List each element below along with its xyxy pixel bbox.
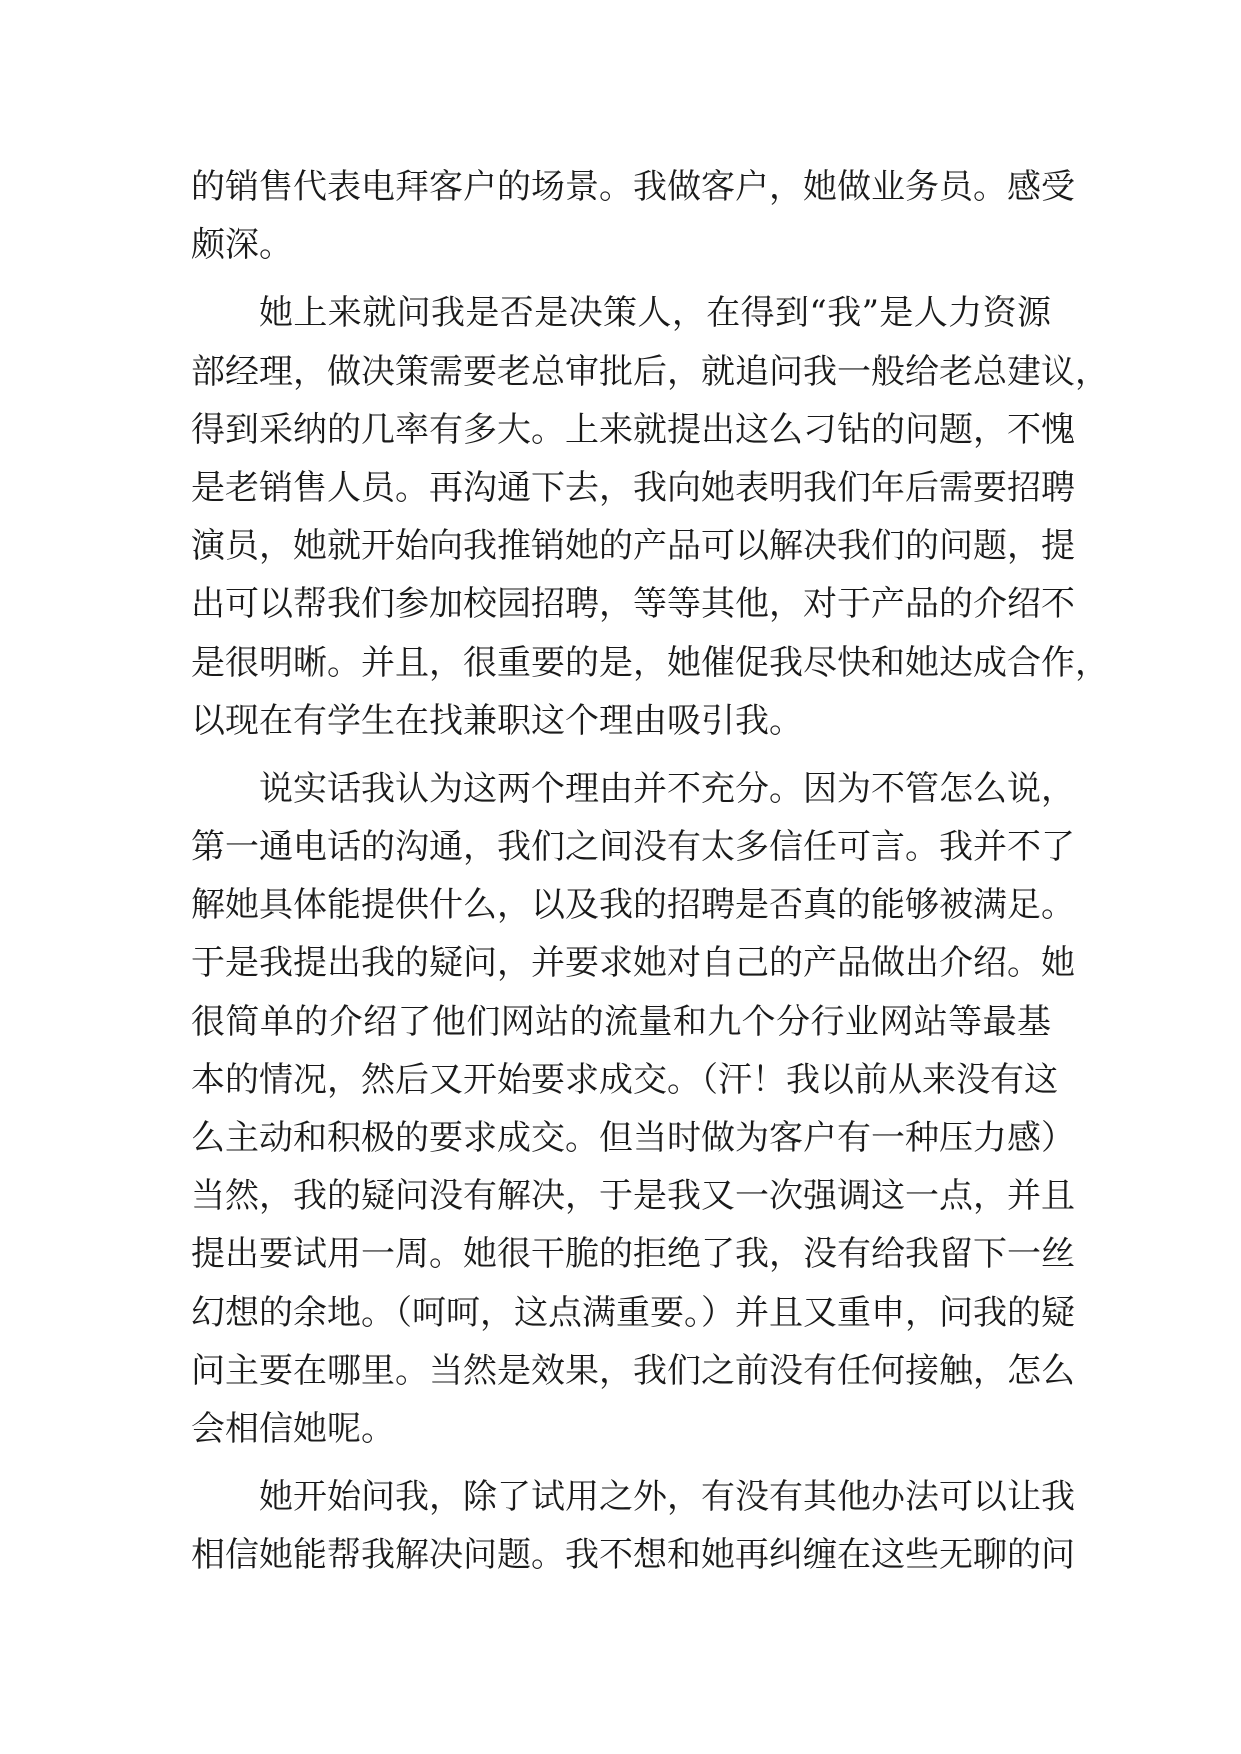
- text-line: 部经理，做决策需要老总审批后，就追问我一般给老总建议，: [191, 351, 1109, 392]
- text-line: 第一通电话的沟通，我们之间没有太多信任可言。我并不了: [191, 827, 1075, 868]
- text-line: 以现在有学生在找兼职这个理由吸引我。: [191, 700, 803, 741]
- paragraph-3: [191, 760, 1075, 1458]
- text-line: 她开始问我，除了试用之外，有没有其他办法可以让我: [259, 1477, 1075, 1518]
- text-line: 本的情况，然后又开始要求成交。（汗！我以前从来没有这: [191, 1059, 1058, 1100]
- paragraph-4: [191, 1468, 1075, 1584]
- paragraph-1: [191, 158, 1075, 274]
- text-line: 于是我提出我的疑问，并要求她对自己的产品做出介绍。她: [191, 943, 1075, 984]
- text-line: 解她具体能提供什么，以及我的招聘是否真的能够被满足。: [191, 885, 1075, 926]
- text-line: 会相信她呢。: [191, 1408, 395, 1449]
- text-line: 颇深。: [191, 225, 293, 266]
- text-line: 说实话我认为这两个理由并不充分。因为不管怎么说，: [259, 768, 1075, 809]
- text-line: 幻想的余地。（呵呵，这点满重要。）并且又重申，问我的疑: [191, 1292, 1075, 1333]
- text-line: 她上来就问我是否是决策人，在得到“我”是人力资源: [259, 293, 1051, 334]
- text-line: 么主动和积极的要求成交。但当时做为客户有一种压力感）: [191, 1118, 1075, 1158]
- text-line: 当然，我的疑问没有解决，于是我又一次强调这一点，并且: [191, 1176, 1075, 1217]
- text-line: 是很明晰。并且，很重要的是，她催促我尽快和她达成合作，: [191, 642, 1109, 683]
- text-line: 演员，她就开始向我推销她的产品可以解决我们的问题，提: [191, 526, 1075, 567]
- text-line: 问主要在哪里。当然是效果，我们之前没有任何接触，怎么: [191, 1350, 1075, 1391]
- text-line: 出可以帮我们参加校园招聘，等等其他，对于产品的介绍不: [191, 584, 1075, 625]
- text-line: 是老销售人员。再沟通下去，我向她表明我们年后需要招聘: [191, 467, 1075, 508]
- paragraph-2: [191, 284, 1109, 750]
- text-line: 很简单的介绍了他们网站的流量和九个分行业网站等最基: [191, 1001, 1051, 1042]
- text-line: 得到采纳的几率有多大。上来就提出这么刁钻的问题，不愧: [191, 409, 1075, 450]
- text-line: 相信她能帮我解决问题。我不想和她再纠缠在这些无聊的问: [191, 1535, 1075, 1576]
- text-line: 的销售代表电拜客户的场景。我做客户，她做业务员。感受: [191, 167, 1075, 207]
- document-body: [191, 158, 1109, 1585]
- text-line: 提出要试用一周。她很干脆的拒绝了我，没有给我留下一丝: [191, 1234, 1075, 1275]
